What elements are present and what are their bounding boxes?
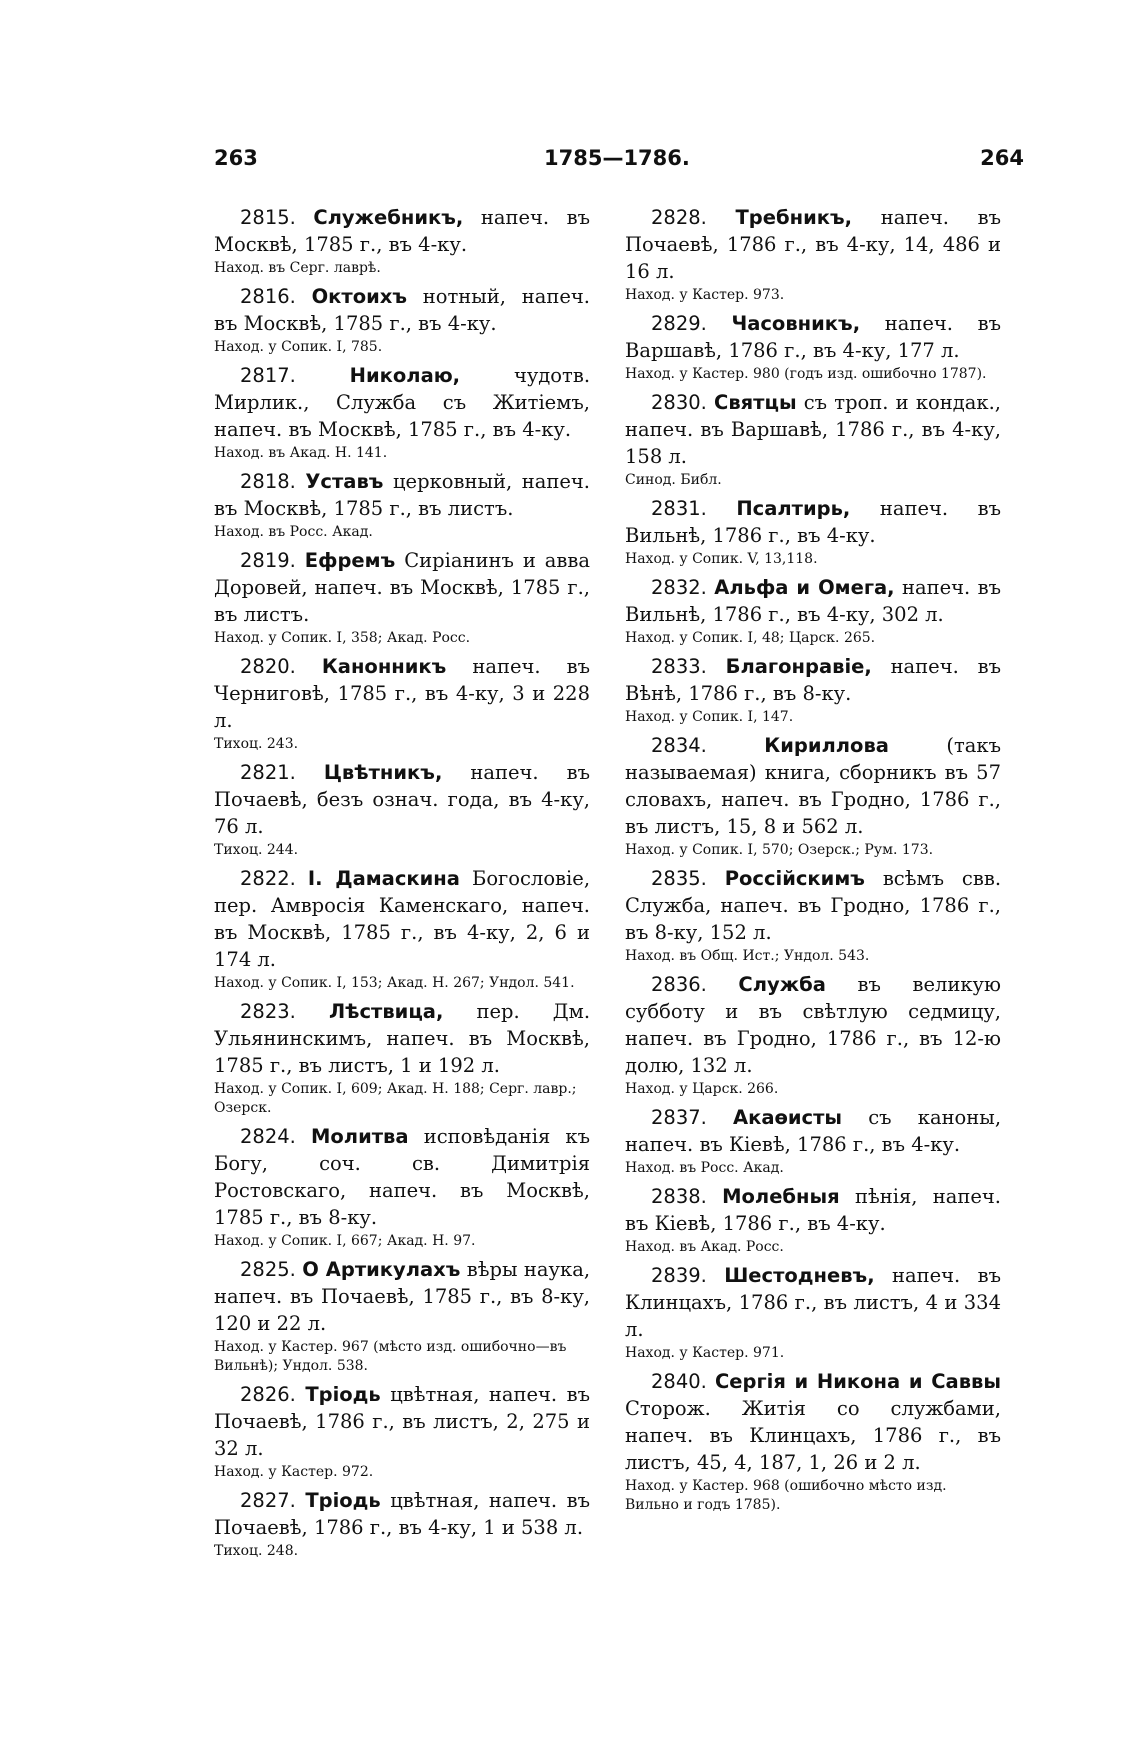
entry-text: цвѣтная, напеч. въ Почаевѣ, 1786 г., въ 4-ку, 1 и 538 л. — [214, 1489, 590, 1539]
entry-title: Сергія и Никона и Саввы — [714, 1370, 1002, 1393]
entry-title: Служба — [738, 973, 826, 996]
entry-location: Наход. у Кастер. 980 (годъ изд. ошибочно 1787). — [625, 366, 987, 382]
entry-text: исповѣданія къ Богу, соч. св. Димитрія Ростовскаго, напеч. въ Москвѣ, 1785 г., въ 8-ку. — [214, 1125, 591, 1229]
entry-text: напеч. въ Москвѣ, 1785 г., въ 4-ку. — [214, 206, 590, 256]
entry-number: 2834. — [651, 734, 707, 757]
entry-location: Тихоц. 248. — [214, 1543, 299, 1559]
catalog-entry — [625, 1104, 1001, 1178]
catalog-entry — [214, 759, 590, 860]
page-number-right: 264 — [980, 146, 1024, 170]
entry-text: всѣмъ свв. Служба, напеч. въ Гродно, 1786 г., въ 8-ку, 152 л. — [625, 867, 1002, 944]
entry-title: Молитва — [310, 1125, 409, 1148]
entry-body — [625, 204, 1001, 285]
catalog-entry — [214, 653, 590, 754]
entry-title: Акаѳисты — [733, 1106, 843, 1129]
entry-location: Тихоц. 244. — [214, 842, 299, 858]
entry-title: Псалтирь, — [736, 497, 851, 520]
entry-body — [214, 1256, 590, 1337]
entry-title: О Артикулахъ — [302, 1258, 461, 1281]
entry-number: 2830. — [651, 391, 707, 414]
entry-location: Наход. у Кастер. 971. — [625, 1345, 785, 1361]
header-years: 1785—1786. — [544, 146, 690, 170]
entry-text: въ великую субботу и въ свѣтлую седмицу, напеч. въ Гродно, 1786 г., въ 12-ю долю, 132 л. — [625, 973, 1002, 1077]
entry-text: Сторож. Житія со службами, напеч. въ Клинцахъ, 1786 г., въ листъ, 45, 4, 187, 1, 26 и 2 л. — [625, 1397, 1001, 1474]
entry-body — [214, 1381, 590, 1462]
entry-number: 2824. — [240, 1125, 296, 1148]
entry-location: Тихоц. 243. — [214, 736, 299, 752]
entry-location: Наход. въ Акад. Н. 141. — [214, 445, 388, 461]
entry-body — [214, 547, 590, 628]
entry-text: напеч. въ Почаевѣ, безъ означ. года, въ 4-ку, 76 л. — [214, 761, 591, 838]
entry-body — [625, 495, 1001, 549]
entry-number: 2820. — [240, 655, 296, 678]
entry-number: 2837. — [651, 1106, 707, 1129]
entry-text: напеч. въ Вильнѣ, 1786 г., въ 4-ку, 302 л. — [625, 576, 1002, 626]
entry-body — [625, 310, 1001, 364]
entry-location: Наход. у Сопик. I, 358; Акад. Росс. — [214, 630, 471, 646]
catalog-entry — [625, 389, 1001, 490]
entry-number: 2825. — [240, 1258, 296, 1281]
entry-number: 2828. — [651, 206, 707, 229]
entry-number: 2831. — [651, 497, 707, 520]
entry-number: 2838. — [651, 1185, 707, 1208]
entry-title: Россійскимъ — [724, 867, 865, 890]
entry-body — [625, 574, 1001, 628]
catalog-entry — [214, 547, 590, 648]
entry-location: Наход. у Кастер. 967 (мѣсто изд. ошибочно—въ Вильнѣ); Ундол. 538. — [214, 1339, 567, 1374]
entry-location: Наход. у Сопик. I, 153; Акад. Н. 267; Ундол. 541. — [214, 975, 575, 991]
entry-location: Наход. въ Акад. Росс. — [625, 1239, 784, 1255]
entry-number: 2836. — [651, 973, 707, 996]
column-left — [214, 204, 590, 1566]
entry-body — [214, 759, 590, 840]
entry-title: Октоихъ — [311, 285, 407, 308]
catalog-entry — [625, 1262, 1001, 1363]
entry-text: вѣры наука, напеч. въ Почаевѣ, 1785 г., въ 8-ку, 120 и 22 л. — [214, 1258, 591, 1335]
entry-text: пер. Дм. Ульянинскимъ, напеч. въ Москвѣ, 1785 г., въ листъ, 1 и 192 л. — [214, 1000, 591, 1077]
entry-body — [214, 865, 590, 973]
entry-body — [214, 1487, 590, 1541]
entry-body — [214, 998, 590, 1079]
entry-title: I. Дамаскина — [307, 867, 460, 890]
running-header — [214, 146, 1024, 176]
catalog-entry — [214, 1123, 590, 1251]
entry-number: 2815. — [240, 206, 296, 229]
entry-body — [625, 1104, 1001, 1158]
entry-body — [625, 865, 1001, 946]
entry-title: Служебникъ, — [313, 206, 464, 229]
entry-number: 2829. — [651, 312, 707, 335]
entry-text: пѣнія, напеч. въ Кіевѣ, 1786 г., въ 4-ку. — [625, 1185, 1002, 1235]
entry-number: 2818. — [240, 470, 296, 493]
entry-title: Лѣствица, — [328, 1000, 444, 1023]
catalog-entry — [214, 998, 590, 1118]
entry-number: 2827. — [240, 1489, 296, 1512]
entry-title: Тріодь — [305, 1383, 381, 1406]
entry-location: Синод. Библ. — [625, 472, 722, 488]
entry-text: съ каноны, напеч. въ Кіевѣ, 1786 г., въ 4-ку. — [625, 1106, 1002, 1156]
entry-text: напеч. въ Варшавѣ, 1786 г., въ 4-ку, 177 л. — [625, 312, 1001, 362]
entry-number: 2839. — [651, 1264, 707, 1287]
entry-location: Наход. въ Росс. Акад. — [625, 1160, 784, 1176]
entry-number: 2840. — [651, 1370, 707, 1393]
entry-title: Часовникъ, — [731, 312, 861, 335]
entry-title: Николаю, — [349, 364, 461, 387]
entry-title: Шестодневъ, — [724, 1264, 875, 1287]
entry-body — [214, 204, 590, 258]
entry-text: нотный, напеч. въ Москвѣ, 1785 г., въ 4-ку. — [214, 285, 591, 335]
entry-body — [625, 389, 1001, 470]
entry-title: Тріодь — [305, 1489, 381, 1512]
entry-body — [214, 283, 590, 337]
catalog-entry — [214, 1381, 590, 1482]
catalog-entry — [625, 732, 1001, 860]
entry-number: 2822. — [240, 867, 296, 890]
entry-text: напеч. въ Клинцахъ, 1786 г., въ листъ, 4 и 334 л. — [625, 1264, 1001, 1341]
catalog-entry — [625, 1368, 1001, 1515]
entry-location: Наход. у Царск. 266. — [625, 1081, 779, 1097]
entry-number: 2835. — [651, 867, 707, 890]
entry-location: Наход. у Сопик. I, 667; Акад. Н. 97. — [214, 1233, 476, 1249]
entry-text: напеч. въ Черниговѣ, 1785 г., въ 4-ку, 3 и 228 л. — [214, 655, 591, 732]
entry-body — [625, 1368, 1001, 1476]
catalog-entry — [214, 1487, 590, 1561]
catalog-entry — [625, 1183, 1001, 1257]
entry-number: 2816. — [240, 285, 296, 308]
entry-number: 2826. — [240, 1383, 296, 1406]
entry-location: Наход. у Кастер. 973. — [625, 287, 785, 303]
entry-location: Наход. у Сопик. I, 785. — [214, 339, 383, 355]
entry-body — [214, 468, 590, 522]
entry-title: Требникъ, — [735, 206, 853, 229]
entry-text: напеч. въ Вильнѣ, 1786 г., въ 4-ку. — [625, 497, 1001, 547]
entry-location: Наход. у Сопик. V, 13,118. — [625, 551, 818, 567]
entry-location: Наход. въ Общ. Ист.; Ундол. 543. — [625, 948, 870, 964]
entry-number: 2833. — [651, 655, 707, 678]
entry-title: Уставъ — [305, 470, 384, 493]
entry-title: Молебныя — [722, 1185, 840, 1208]
entry-body — [625, 971, 1001, 1079]
entry-location: Наход. въ Росс. Акад. — [214, 524, 373, 540]
entry-location: Наход. въ Серг. лаврѣ. — [214, 260, 381, 276]
catalog-entry — [625, 653, 1001, 727]
entry-text: напеч. въ Вѣнѣ, 1786 г., въ 8-ку. — [625, 655, 1001, 705]
entry-number: 2819. — [240, 549, 296, 572]
entry-title: Канонникъ — [321, 655, 447, 678]
entry-title: Альфа и Омега, — [714, 576, 895, 599]
entry-text: съ троп. и кондак., напеч. въ Варшавѣ, 1786 г., въ 4-ку, 158 л. — [625, 391, 1001, 468]
entry-location: Наход. у Кастер. 968 (ошибочно мѣсто изд. Вильно и годъ 1785). — [625, 1478, 947, 1513]
entry-location: Наход. у Кастер. 972. — [214, 1464, 374, 1480]
catalog-entry — [214, 1256, 590, 1376]
entry-text: (такъ называемая) книга, сборникъ въ 57 словахъ, напеч. въ Гродно, 1786 г., въ листъ, 15, 8 и 562 л. — [625, 734, 1002, 838]
entry-text: Сиріанинъ и авва Доровей, напеч. въ Москвѣ, 1785 г., въ листъ. — [214, 549, 591, 626]
entry-body — [625, 1262, 1001, 1343]
entry-body — [625, 732, 1001, 840]
entry-text: чудотв. Мирлик., Служба съ Житіемъ, напеч. въ Москвѣ, 1785 г., въ 4-ку. — [214, 364, 591, 441]
page-number-left: 263 — [214, 146, 258, 170]
entry-body — [214, 1123, 590, 1231]
entry-text: цвѣтная, напеч. въ Почаевѣ, 1786 г., въ листъ, 2, 275 и 32 л. — [214, 1383, 590, 1460]
entry-number: 2821. — [240, 761, 296, 784]
catalog-entry — [214, 204, 590, 278]
entry-title: Благонравіе, — [725, 655, 872, 678]
catalog-entry — [625, 574, 1001, 648]
column-right — [625, 204, 1001, 1520]
catalog-entry — [214, 362, 590, 463]
entry-location: Наход. у Сопик. I, 570; Озерск.; Рум. 173. — [625, 842, 934, 858]
catalog-entry — [625, 204, 1001, 305]
catalog-entry — [214, 468, 590, 542]
entry-body — [625, 653, 1001, 707]
entry-title: Цвѣтникъ, — [323, 761, 443, 784]
entry-location: Наход. у Сопик. I, 48; Царск. 265. — [625, 630, 876, 646]
entry-text: Богословіе, пер. Амвросія Каменскаго, напеч. въ Москвѣ, 1785 г., въ 4-ку, 2, 6 и 174 л. — [214, 867, 591, 971]
catalog-entry — [214, 283, 590, 357]
entry-location: Наход. у Сопик. I, 609; Акад. Н. 188; Серг. лавр.; Озерск. — [214, 1081, 577, 1116]
catalog-entry — [214, 865, 590, 993]
entry-number: 2832. — [651, 576, 707, 599]
catalog-entry — [625, 310, 1001, 384]
catalog-entry — [625, 495, 1001, 569]
entry-title: Святцы — [714, 391, 797, 414]
entry-text: напеч. въ Почаевѣ, 1786 г., въ 4-ку, 14, 486 и 16 л. — [625, 206, 1002, 283]
entry-body — [625, 1183, 1001, 1237]
entry-title: Ефремъ — [304, 549, 396, 572]
entry-title: Кириллова — [764, 734, 889, 757]
entry-body — [214, 362, 590, 443]
entry-location: Наход. у Сопик. I, 147. — [625, 709, 794, 725]
entry-number: 2817. — [240, 364, 296, 387]
entry-number: 2823. — [240, 1000, 296, 1023]
catalog-entry — [625, 865, 1001, 966]
catalog-entry — [625, 971, 1001, 1099]
entry-body — [214, 653, 590, 734]
entry-text: церковный, напеч. въ Москвѣ, 1785 г., въ листъ. — [214, 470, 590, 520]
